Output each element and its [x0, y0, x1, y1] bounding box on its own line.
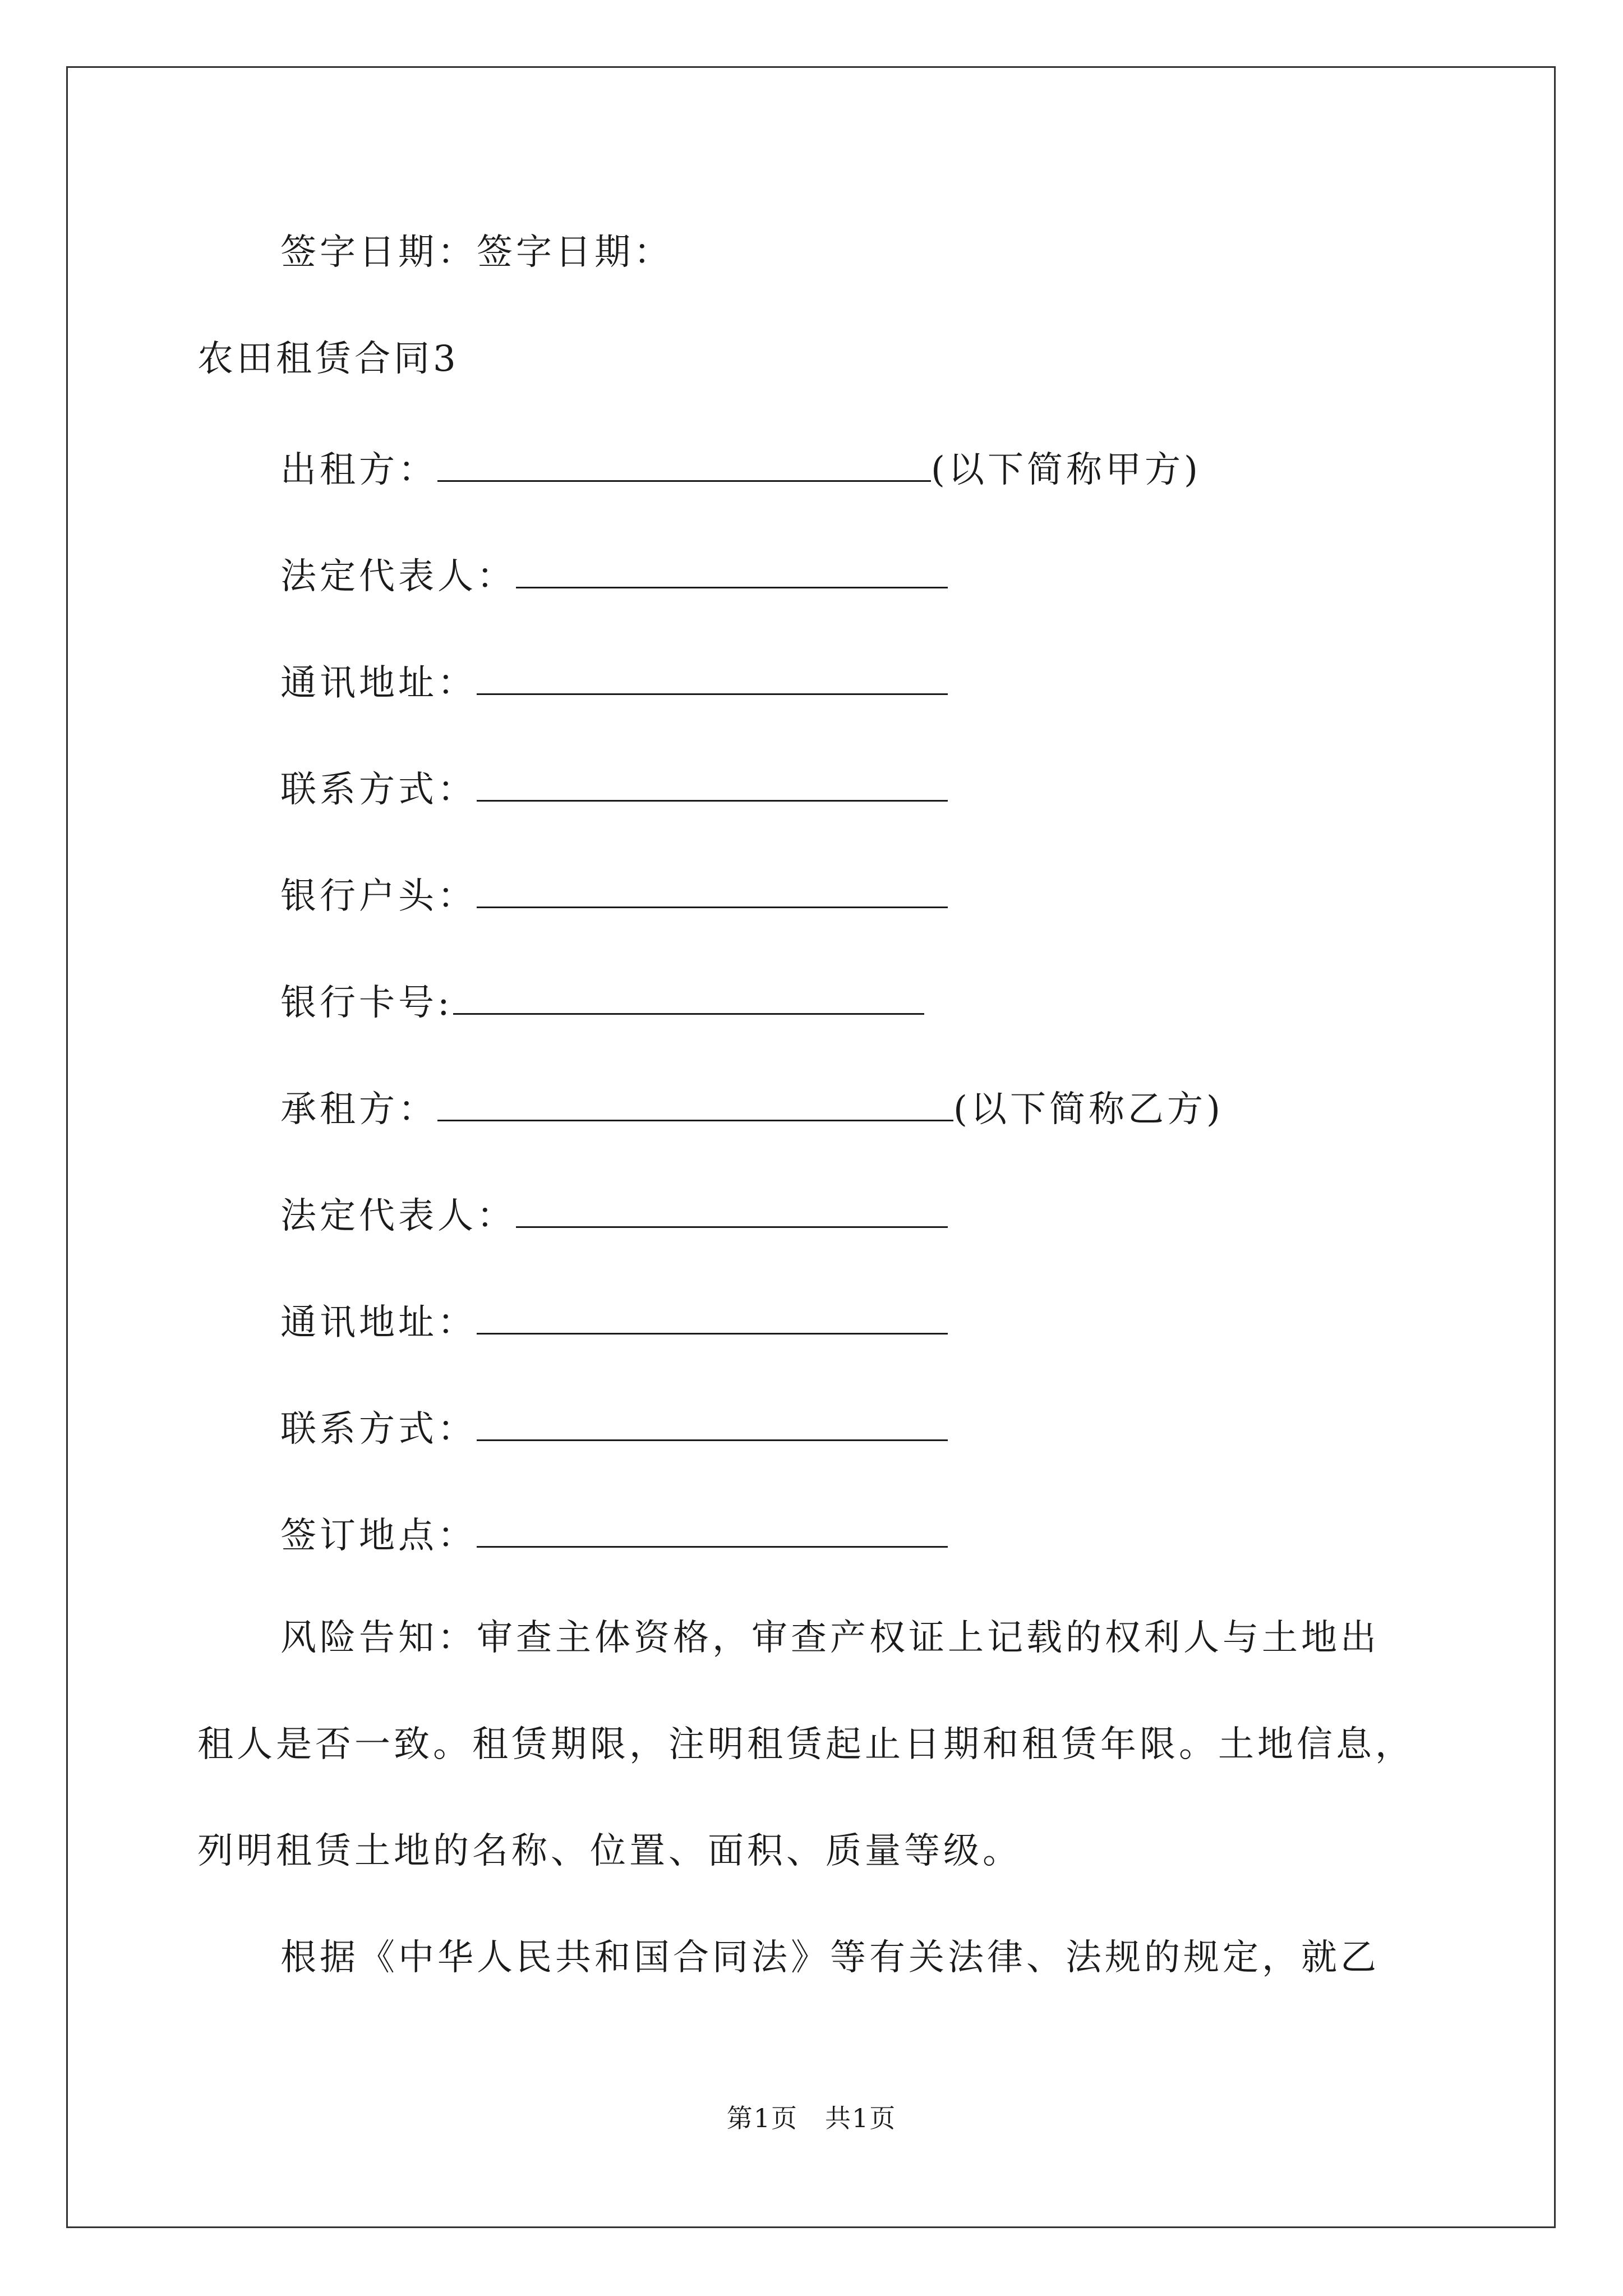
lessee-blank[interactable]	[437, 1087, 953, 1121]
contract-title-text: 农田租赁合同3	[197, 338, 459, 380]
lessor-legal-rep-label: 法定代表人：	[280, 556, 516, 597]
signing-place-line	[280, 1513, 948, 1557]
basis-line	[280, 1937, 1380, 1978]
lessor-bank-card-blank[interactable]	[453, 981, 924, 1015]
signing-place-blank[interactable]	[477, 1513, 948, 1548]
signing-place-label: 签订地点：	[280, 1515, 477, 1557]
lessee-legal-rep-line	[280, 1194, 948, 1237]
lessor-address-label: 通讯地址：	[280, 662, 477, 704]
lessee-line	[280, 1087, 1224, 1128]
lessor-contact-line	[280, 767, 948, 811]
lessee-contact-line	[280, 1407, 948, 1450]
signature-dates-text: 签字日期：签字日期：	[280, 232, 673, 273]
lessee-suffix: (以下简称乙方)	[953, 1089, 1224, 1130]
lessor-label: 出租方：	[280, 449, 437, 491]
risk-notice-line-3	[197, 1830, 1022, 1872]
lessee-address-blank[interactable]	[477, 1300, 948, 1335]
contract-title	[197, 338, 459, 380]
lessor-bank-name-blank[interactable]	[477, 874, 948, 908]
risk-notice-text-1: 风险告知：审查主体资格，审查产权证上记载的权利人与土地出	[280, 1617, 1380, 1659]
lessee-contact-label: 联系方式：	[280, 1409, 477, 1450]
lessor-bank-name-label: 银行户头：	[280, 876, 477, 917]
lessee-label: 承租方：	[280, 1089, 437, 1130]
lessee-address-label: 通讯地址：	[280, 1302, 477, 1343]
lessor-bank-card-line	[280, 981, 924, 1024]
lessee-legal-rep-blank[interactable]	[516, 1194, 948, 1228]
lessor-address-blank[interactable]	[477, 661, 948, 695]
risk-notice-text-2: 租人是否一致。租赁期限，注明租赁起止日期和租赁年限。土地信息，	[197, 1724, 1414, 1765]
basis-text: 根据《中华人民共和国合同法》等有关法律、法规的规定，就乙	[280, 1937, 1380, 1978]
lessor-bank-card-label: 银行卡号:	[280, 982, 453, 1024]
lessee-legal-rep-label: 法定代表人：	[280, 1195, 516, 1237]
lessee-contact-blank[interactable]	[477, 1407, 948, 1441]
lessor-suffix: (以下简称甲方)	[931, 449, 1201, 491]
page-number: 第1页 共1页	[726, 2103, 897, 2133]
risk-notice-line-2	[197, 1724, 1414, 1765]
lessor-legal-rep-line	[280, 554, 948, 595]
lessor-line	[280, 448, 1201, 491]
risk-notice-text-3: 列明租赁土地的名称、位置、面积、质量等级。	[197, 1830, 1022, 1872]
lessor-contact-blank[interactable]	[477, 767, 948, 802]
signature-dates-line	[280, 232, 673, 273]
lessor-bank-name-line	[280, 874, 948, 917]
lessor-blank[interactable]	[437, 448, 931, 482]
lessee-address-line	[280, 1300, 948, 1341]
lessor-address-line	[280, 661, 948, 704]
risk-notice-line-1	[280, 1617, 1380, 1659]
lessor-contact-label: 联系方式：	[280, 769, 477, 811]
page-border	[66, 66, 1556, 2228]
lessor-legal-rep-blank[interactable]	[516, 554, 948, 588]
page-footer	[0, 2098, 1623, 2135]
